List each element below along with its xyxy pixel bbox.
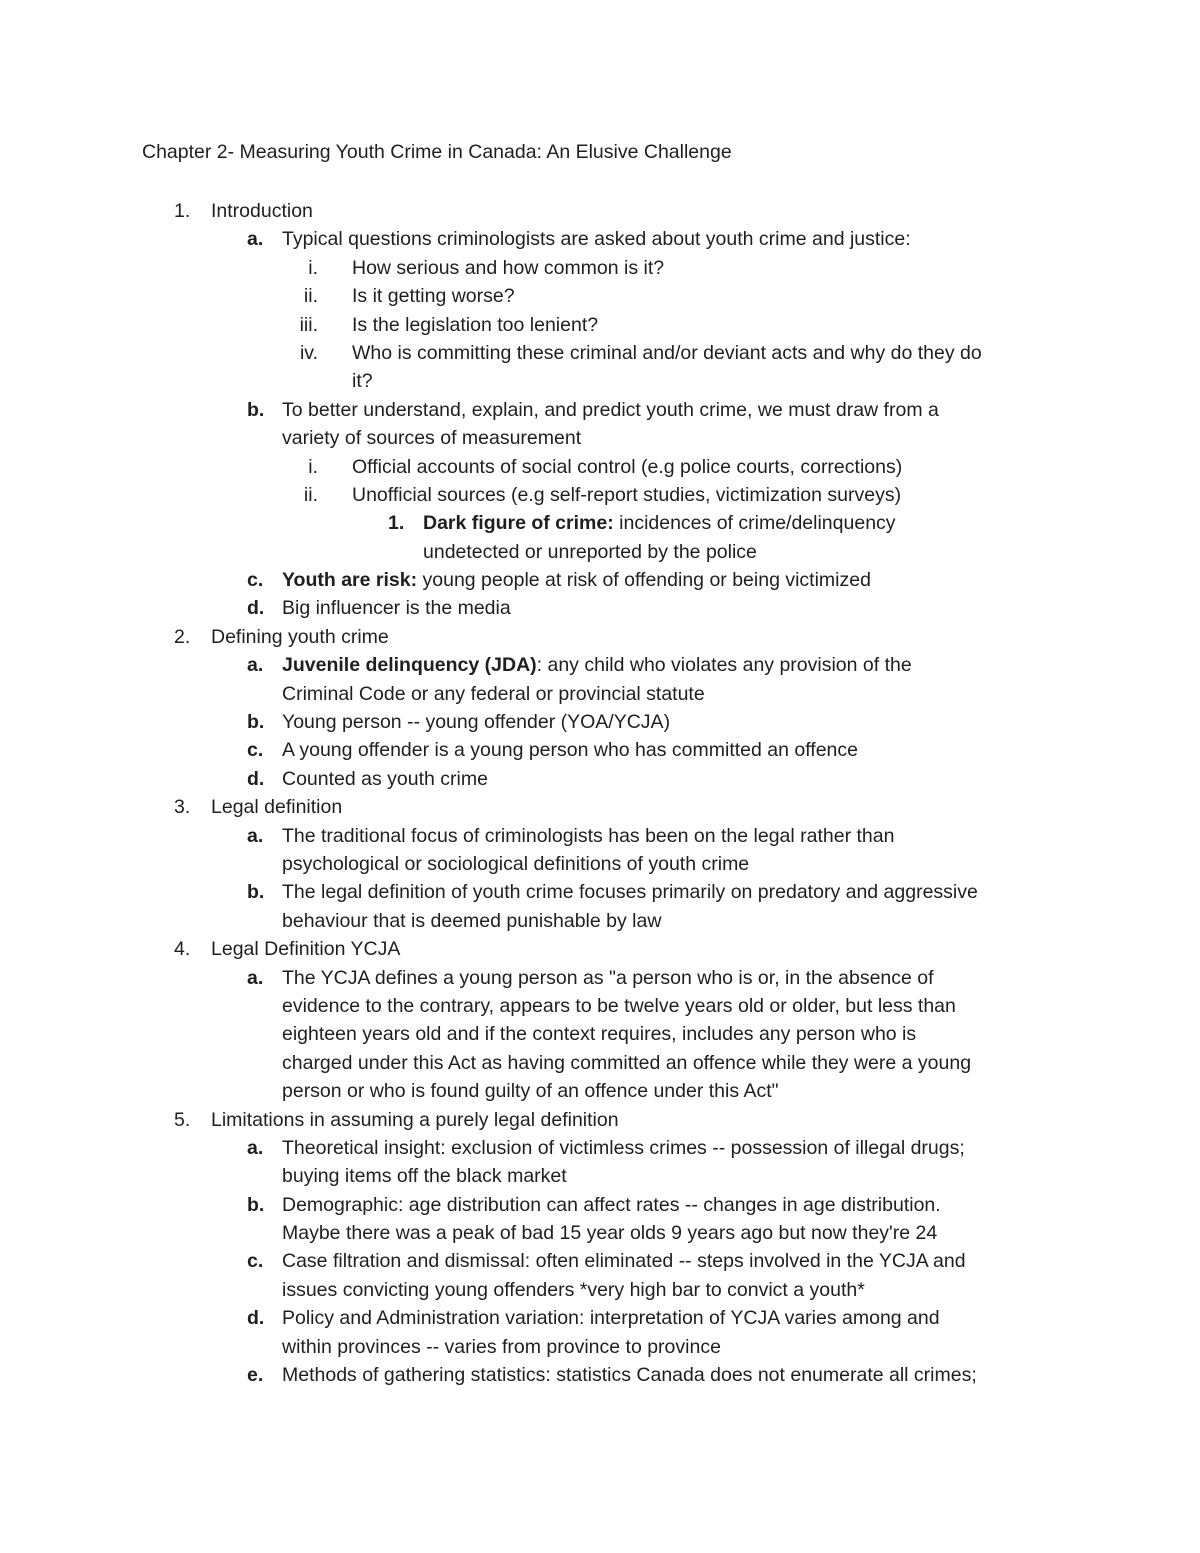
list-item-text: Limitations in assuming a purely legal definition [211,1108,619,1131]
list-item [0,1247,1200,1275]
list-marker: iv. [299,341,318,364]
list-marker: c. [247,1250,264,1273]
list-item-text: Defining youth crime [211,625,389,648]
key-term: Youth are risk: [282,569,418,592]
list-item-text: Policy and Administration variation: interpretation of YCJA varies among and [282,1307,940,1330]
list-item-text [423,509,896,537]
list-marker: d. [247,767,265,790]
list-marker: d. [247,597,265,620]
list-item-text: Typical questions criminologists are asked about youth crime and justice: [282,228,911,251]
list-item-text: A young offender is a young person who has committed an offence [282,739,858,762]
list-marker: b. [247,881,265,904]
list-item-continuation [0,907,1200,935]
list-item-text: variety of sources of measurement [282,427,582,450]
list-item [0,1304,1200,1332]
list-item-text: Legal definition [211,796,343,819]
list-item [0,225,1200,253]
list-marker: 5. [174,1108,191,1131]
list-item [0,566,1200,594]
list-item [0,453,1200,481]
list-item-continuation [0,1020,1200,1048]
list-item [0,594,1200,622]
list-marker: i. [308,256,318,279]
list-item-continuation [0,424,1200,452]
page-title: Chapter 2- Measuring Youth Crime in Canada: An Elusive Challenge [142,141,732,163]
list-marker: e. [247,1364,264,1387]
list-item [0,339,1200,367]
list-item [0,878,1200,906]
list-item-text: behaviour that is deemed punishable by law [282,909,662,932]
list-item [0,509,1200,537]
list-item-continuation [0,1219,1200,1247]
list-item-text: Maybe there was a peak of bad 15 year olds 9 years ago but now they're 24 [282,1222,938,1245]
list-item-text: Official accounts of social control (e.g police courts, corrections) [352,455,903,478]
list-item-text: Legal Definition YCJA [211,938,401,961]
list-item [0,623,1200,651]
list-item-text: undetected or unreported by the police [423,540,757,563]
key-term: Dark figure of crime: [423,512,614,535]
list-item-text: buying items off the black market [282,1165,567,1188]
list-item-text: it? [352,370,373,393]
list-item-text: person or who is found guilty of an offence under this Act" [282,1080,779,1103]
list-item [0,481,1200,509]
definition-text: : any child who violates any provision of the [536,654,912,677]
list-marker: iii. [299,313,318,336]
list-item-text: Criminal Code or any federal or provincial statute [282,682,705,705]
list-item-text: charged under this Act as having committed an offence while they were a young [282,1051,972,1074]
list-item-text [282,651,912,679]
list-item [0,197,1200,225]
list-item-continuation [0,538,1200,566]
list-item-continuation [0,992,1200,1020]
list-item [0,651,1200,679]
list-marker: 4. [174,938,191,961]
list-item [0,822,1200,850]
list-item-continuation [0,1162,1200,1190]
list-marker: d. [247,1307,265,1330]
list-item [0,311,1200,339]
list-item-text: evidence to the contrary, appears to be twelve years old or older, but less than [282,994,956,1017]
list-item [0,736,1200,764]
list-item-text: Big influencer is the media [282,597,511,620]
list-item-text: Unofficial sources (e.g self-report studies, victimization surveys) [352,483,902,506]
list-item-text: Demographic: age distribution can affect rates -- changes in age distribution. [282,1193,941,1216]
list-item-text: issues convicting young offenders *very high bar to convict a youth* [282,1278,865,1301]
list-item-text: The traditional focus of criminologists has been on the legal rather than [282,824,895,847]
list-item [0,765,1200,793]
list-marker: i. [308,455,318,478]
list-item [0,935,1200,963]
list-marker: c. [247,739,264,762]
list-marker: 3. [174,796,191,819]
list-marker: b. [247,398,265,421]
list-marker: b. [247,711,265,734]
list-marker: a. [247,1136,264,1159]
list-item-continuation [0,1049,1200,1077]
list-item-continuation [0,1333,1200,1361]
outline-list [0,197,1200,1389]
list-item [0,964,1200,992]
definition-text: young people at risk of offending or being victimized [417,569,871,592]
list-marker: 1. [388,512,405,535]
list-item-text: Who is committing these criminal and/or deviant acts and why do they do [352,341,982,364]
list-item-continuation [0,850,1200,878]
list-item-text: eighteen years old and if the context requires, includes any person who is [282,1023,917,1046]
list-marker: a. [247,654,264,677]
list-marker: a. [247,228,264,251]
list-marker: ii. [303,483,318,506]
list-item-text: How serious and how common is it? [352,256,665,279]
list-marker: a. [247,966,264,989]
list-item-text: Is the legislation too lenient? [352,313,599,336]
list-item-text: The YCJA defines a young person as "a person who is or, in the absence of [282,966,934,989]
list-marker: 2. [174,625,191,648]
list-item [0,1134,1200,1162]
list-item-continuation [0,1077,1200,1105]
list-item [0,396,1200,424]
list-item-continuation [0,680,1200,708]
list-marker: a. [247,824,264,847]
list-item [0,1361,1200,1389]
list-marker: b. [247,1193,265,1216]
list-item-text: Young person -- young offender (YOA/YCJA) [282,711,671,734]
list-marker: 1. [174,200,191,222]
list-item-text: To better understand, explain, and predict youth crime, we must draw from a [282,398,939,421]
list-marker: ii. [303,285,318,308]
list-item-text: Introduction [211,200,313,222]
definition-text: incidences of crime/delinquency [613,512,896,535]
list-item-text: Case filtration and dismissal: often eliminated -- steps involved in the YCJA and [282,1250,966,1273]
list-item [0,708,1200,736]
list-item [0,282,1200,310]
key-term: Juvenile delinquency (JDA) [282,654,537,677]
list-item-text: Theoretical insight: exclusion of victimless crimes -- possession of illegal drugs; [282,1136,965,1159]
list-item-text: psychological or sociological definitions of youth crime [282,852,750,875]
list-item-text: The legal definition of youth crime focuses primarily on predatory and aggressive [282,881,978,904]
list-item [0,793,1200,821]
list-item-text: Methods of gathering statistics: statistics Canada does not enumerate all crimes; [282,1364,977,1387]
list-item-text: Is it getting worse? [352,285,515,308]
list-item [0,1191,1200,1219]
list-marker: c. [247,569,264,592]
list-item-continuation [0,1276,1200,1304]
list-item-text: Counted as youth crime [282,767,488,790]
list-item [0,1106,1200,1134]
list-item-continuation [0,367,1200,395]
list-item-text [282,566,871,594]
list-item-text: within provinces -- varies from province to province [282,1335,721,1358]
list-item [0,254,1200,282]
